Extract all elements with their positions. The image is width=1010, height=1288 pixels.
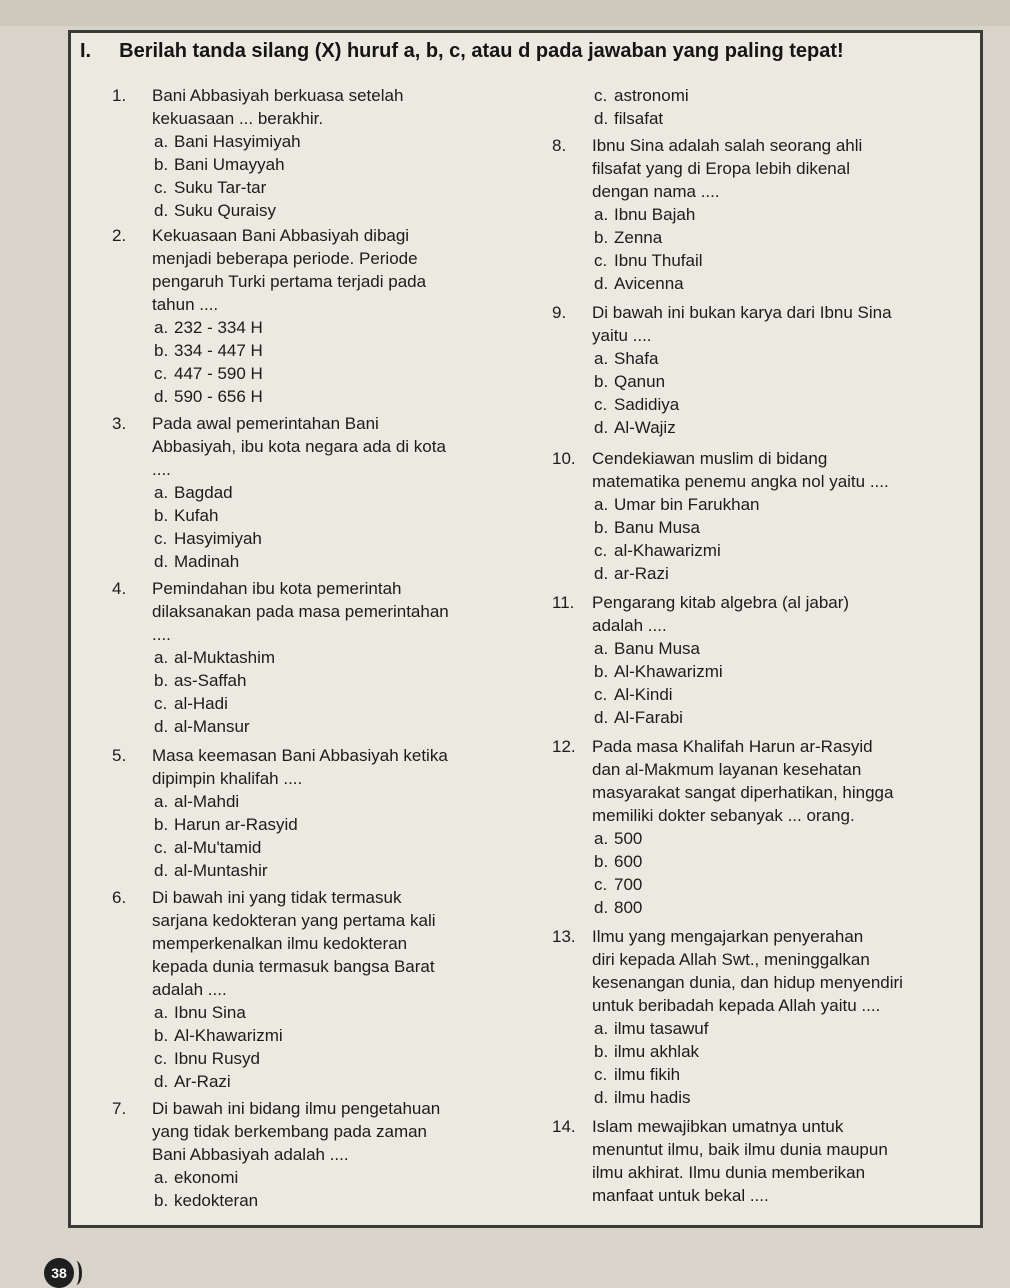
question-line: menjadi beberapa periode. Periode xyxy=(152,249,418,268)
option-letter: b. xyxy=(594,852,609,871)
answer-option[interactable] xyxy=(552,203,952,226)
option-text: ekonomi xyxy=(174,1168,239,1187)
option-text: Zenna xyxy=(614,228,663,247)
question-text xyxy=(112,577,517,646)
question-line: memiliki dokter sebanyak ... orang. xyxy=(592,806,855,825)
question-number: 10. xyxy=(552,449,576,468)
answer-option[interactable] xyxy=(112,790,517,813)
option-letter: a. xyxy=(154,132,169,151)
answer-option[interactable] xyxy=(112,692,517,715)
answer-option[interactable] xyxy=(112,339,517,362)
question-line: memperkenalkan ilmu kedokteran xyxy=(152,934,408,953)
option-letter: d. xyxy=(594,1088,609,1107)
option-text: 800 xyxy=(614,898,643,917)
question-number: 6. xyxy=(112,888,127,907)
answer-option[interactable] xyxy=(112,176,517,199)
option-text: Ibnu Sina xyxy=(174,1003,246,1022)
question-number: 2. xyxy=(112,226,127,245)
option-letter: c. xyxy=(154,838,168,857)
question-item xyxy=(112,84,517,222)
answer-option[interactable] xyxy=(552,516,952,539)
answer-option[interactable] xyxy=(112,859,517,882)
option-text: Suku Tar-tar xyxy=(174,178,267,197)
option-letter: a. xyxy=(154,483,169,502)
question-number: 1. xyxy=(112,86,127,105)
question-line: yaitu .... xyxy=(592,326,652,345)
option-text: 500 xyxy=(614,829,643,848)
answer-option[interactable] xyxy=(112,481,517,504)
question-line: dengan nama .... xyxy=(592,182,720,201)
answer-option[interactable] xyxy=(112,153,517,176)
option-letter: b. xyxy=(594,1042,609,1061)
option-letter: a. xyxy=(154,1168,169,1187)
option-letter: a. xyxy=(154,792,169,811)
answer-option[interactable] xyxy=(552,107,952,130)
answer-option[interactable] xyxy=(112,1166,517,1189)
answer-option[interactable] xyxy=(112,1047,517,1070)
option-text: Al-Khawarizmi xyxy=(174,1026,283,1045)
question-text xyxy=(552,925,952,1017)
question-number: 11. xyxy=(552,593,575,612)
option-letter: d. xyxy=(154,717,169,736)
option-letter: c. xyxy=(594,685,608,704)
section-instruction: Berilah tanda silang (X) huruf a, b, c, atau d pada jawaban yang paling tepat! xyxy=(119,40,844,62)
answer-option[interactable] xyxy=(552,393,952,416)
option-letter: b. xyxy=(594,518,609,537)
option-text: Al-Farabi xyxy=(614,708,683,727)
answer-option[interactable] xyxy=(112,715,517,738)
option-text: Ar-Razi xyxy=(174,1072,231,1091)
option-letter: a. xyxy=(154,648,169,667)
option-text: Hasyimiyah xyxy=(174,529,262,548)
question-item xyxy=(112,577,517,738)
option-text: al-Mahdi xyxy=(174,792,240,811)
question-line: untuk beribadah kepada Allah yaitu .... xyxy=(592,996,881,1015)
option-text: Ibnu Bajah xyxy=(614,205,696,224)
question-number: 13. xyxy=(552,927,576,946)
option-text: Al-Wajiz xyxy=(614,418,676,437)
option-letter: d. xyxy=(154,861,169,880)
answer-option[interactable] xyxy=(552,416,952,439)
question-line: matematika penemu angka nol yaitu .... xyxy=(592,472,889,491)
question-line: pengaruh Turki pertama terjadi pada xyxy=(152,272,427,291)
answer-option[interactable] xyxy=(112,550,517,573)
option-text: filsafat xyxy=(614,109,664,128)
option-text: Bani Umayyah xyxy=(174,155,285,174)
option-text: ilmu fikih xyxy=(614,1065,681,1084)
answer-option[interactable] xyxy=(552,660,952,683)
question-item xyxy=(552,447,952,585)
question-line: masyarakat sangat diperhatikan, hingga xyxy=(592,783,894,802)
option-text: 600 xyxy=(614,852,643,871)
option-text: Bani Hasyimiyah xyxy=(174,132,301,151)
question-item xyxy=(552,301,952,439)
option-text: al-Muktashim xyxy=(174,648,276,667)
question-line: yang tidak berkembang pada zaman xyxy=(152,1122,428,1141)
option-text: Sadidiya xyxy=(614,395,680,414)
question-text xyxy=(112,412,517,481)
header-strip xyxy=(0,0,1010,26)
question-text xyxy=(552,134,952,203)
option-letter: d. xyxy=(594,564,609,583)
answer-option[interactable] xyxy=(552,706,952,729)
answer-option[interactable] xyxy=(552,272,952,295)
continued-options xyxy=(552,84,952,130)
question-line: Ilmu yang mengajarkan penyerahan xyxy=(592,927,864,946)
question-line: ilmu akhirat. Ilmu dunia memberikan xyxy=(592,1163,866,1182)
option-letter: d. xyxy=(154,1072,169,1091)
question-number: 7. xyxy=(112,1099,127,1118)
question-item xyxy=(112,412,517,573)
option-text: 334 - 447 H xyxy=(174,341,263,360)
answer-option[interactable] xyxy=(112,362,517,385)
option-letter: a. xyxy=(154,1003,169,1022)
answer-option[interactable] xyxy=(112,1189,517,1212)
question-text xyxy=(552,735,952,827)
answer-option[interactable] xyxy=(552,1086,952,1109)
option-text: Al-Kindi xyxy=(614,685,673,704)
option-letter: c. xyxy=(154,529,168,548)
answer-option[interactable] xyxy=(552,347,952,370)
option-letter: c. xyxy=(594,251,608,270)
option-text: al-Khawarizmi xyxy=(614,541,721,560)
option-text: al-Mansur xyxy=(174,717,250,736)
answer-option[interactable] xyxy=(552,249,952,272)
answer-option[interactable] xyxy=(112,199,517,222)
question-line: kekuasaan ... berakhir. xyxy=(152,109,324,128)
question-item xyxy=(112,224,517,408)
option-letter: d. xyxy=(154,201,169,220)
option-letter: a. xyxy=(594,639,609,658)
question-line: kepada dunia termasuk bangsa Barat xyxy=(152,957,435,976)
question-item xyxy=(112,744,517,882)
option-text: Kufah xyxy=(174,506,219,525)
option-letter: b. xyxy=(154,506,169,525)
question-line: tahun .... xyxy=(152,295,219,314)
answer-option[interactable] xyxy=(552,226,952,249)
option-letter: c. xyxy=(594,541,608,560)
option-letter: a. xyxy=(594,495,609,514)
answer-option[interactable] xyxy=(552,896,952,919)
option-text: al-Muntashir xyxy=(174,861,268,880)
option-text: Umar bin Farukhan xyxy=(614,495,760,514)
option-text: Shafa xyxy=(614,349,659,368)
option-text: 590 - 656 H xyxy=(174,387,263,406)
question-item xyxy=(552,925,952,1109)
question-line: Di bawah ini bidang ilmu pengetahuan xyxy=(152,1099,441,1118)
answer-option[interactable] xyxy=(552,539,952,562)
option-text: ar-Razi xyxy=(614,564,669,583)
option-text: Harun ar-Rasyid xyxy=(174,815,298,834)
question-line: Pengarang kitab algebra (al jabar) xyxy=(592,593,850,612)
answer-option[interactable] xyxy=(112,1001,517,1024)
question-text xyxy=(112,886,517,1001)
question-line: .... xyxy=(152,625,171,644)
option-letter: d. xyxy=(594,708,609,727)
question-line: Pada awal pemerintahan Bani xyxy=(152,414,379,433)
answer-option[interactable] xyxy=(552,1017,952,1040)
option-letter: d. xyxy=(594,898,609,917)
option-letter: c. xyxy=(594,875,608,894)
question-item xyxy=(552,591,952,729)
option-letter: c. xyxy=(154,178,168,197)
option-letter: b. xyxy=(154,1191,169,1210)
option-letter: c. xyxy=(154,364,168,383)
option-letter: a. xyxy=(594,349,609,368)
answer-option[interactable] xyxy=(552,850,952,873)
question-line: Cendekiawan muslim di bidang xyxy=(592,449,828,468)
option-text: Ibnu Thufail xyxy=(614,251,703,270)
option-letter: b. xyxy=(594,662,609,681)
question-line: kesenangan dunia, dan hidup menyendiri xyxy=(592,973,903,992)
option-letter: a. xyxy=(594,829,609,848)
question-line: .... xyxy=(152,460,171,479)
option-letter: a. xyxy=(594,205,609,224)
option-letter: a. xyxy=(594,1019,609,1038)
option-letter: d. xyxy=(154,552,169,571)
option-text: as-Saffah xyxy=(174,671,247,690)
option-text: 700 xyxy=(614,875,643,894)
question-line: sarjana kedokteran yang pertama kali xyxy=(152,911,436,930)
answer-option[interactable] xyxy=(112,316,517,339)
question-line: Pada masa Khalifah Harun ar-Rasyid xyxy=(592,737,873,756)
option-letter: c. xyxy=(594,86,608,105)
question-line: filsafat yang di Eropa lebih dikenal xyxy=(592,159,850,178)
answer-option[interactable] xyxy=(552,827,952,850)
option-letter: d. xyxy=(154,387,169,406)
option-letter: b. xyxy=(594,228,609,247)
question-line: Di bawah ini bukan karya dari Ibnu Sina xyxy=(592,303,892,322)
option-text: Bagdad xyxy=(174,483,233,502)
option-letter: b. xyxy=(154,671,169,690)
option-text: Avicenna xyxy=(614,274,684,293)
option-text: 447 - 590 H xyxy=(174,364,263,383)
question-line: dan al-Makmum layanan kesehatan xyxy=(592,760,862,779)
answer-option[interactable] xyxy=(552,637,952,660)
option-text: Madinah xyxy=(174,552,240,571)
question-text xyxy=(552,301,952,347)
answer-option[interactable] xyxy=(552,562,952,585)
option-letter: d. xyxy=(594,109,609,128)
option-letter: d. xyxy=(594,274,609,293)
answer-option[interactable] xyxy=(112,669,517,692)
answer-option[interactable] xyxy=(112,504,517,527)
right-column xyxy=(552,84,952,1209)
question-text xyxy=(112,224,517,316)
answer-option[interactable] xyxy=(112,130,517,153)
option-letter: c. xyxy=(594,395,608,414)
option-text: Qanun xyxy=(614,372,666,391)
question-line: Pemindahan ibu kota pemerintah xyxy=(152,579,402,598)
option-text: kedokteran xyxy=(174,1191,259,1210)
option-letter: c. xyxy=(154,694,168,713)
left-column xyxy=(112,84,517,1214)
option-letter: b. xyxy=(154,815,169,834)
answer-option[interactable] xyxy=(552,1063,952,1086)
answer-option[interactable] xyxy=(552,873,952,896)
question-text xyxy=(112,744,517,790)
question-text xyxy=(552,591,952,637)
question-text xyxy=(552,1115,952,1207)
option-text: Suku Quraisy xyxy=(174,201,277,220)
question-item xyxy=(552,134,952,295)
question-line: Ibnu Sina adalah salah seorang ahli xyxy=(592,136,863,155)
answer-option[interactable] xyxy=(112,1024,517,1047)
answer-option[interactable] xyxy=(112,1070,517,1093)
option-text: Banu Musa xyxy=(614,518,700,537)
answer-option[interactable] xyxy=(112,813,517,836)
page-number-badge: 38 xyxy=(44,1258,74,1288)
question-number: 9. xyxy=(552,303,567,322)
option-text: ilmu hadis xyxy=(614,1088,691,1107)
question-text xyxy=(112,84,517,130)
question-line: adalah .... xyxy=(592,616,667,635)
answer-option[interactable] xyxy=(112,385,517,408)
option-letter: b. xyxy=(154,1026,169,1045)
answer-option[interactable] xyxy=(552,370,952,393)
question-line: menuntut ilmu, baik ilmu dunia maupun xyxy=(592,1140,888,1159)
option-text: al-Hadi xyxy=(174,694,228,713)
question-line: manfaat untuk bekal .... xyxy=(592,1186,769,1205)
answer-option[interactable] xyxy=(552,1040,952,1063)
option-text: ilmu tasawuf xyxy=(614,1019,709,1038)
answer-option[interactable] xyxy=(552,493,952,516)
option-letter: c. xyxy=(594,1065,608,1084)
question-line: dipimpin khalifah .... xyxy=(152,769,303,788)
question-number: 5. xyxy=(112,746,127,765)
question-item xyxy=(552,735,952,919)
question-item xyxy=(552,1115,952,1207)
question-text xyxy=(112,1097,517,1166)
question-line: Abbasiyah, ibu kota negara ada di kota xyxy=(152,437,446,456)
answer-option[interactable] xyxy=(112,836,517,859)
answer-option[interactable] xyxy=(552,683,952,706)
option-text: astronomi xyxy=(614,86,689,105)
option-letter: a. xyxy=(154,318,169,337)
question-item xyxy=(112,1097,517,1212)
section-number: I. xyxy=(80,40,92,62)
section-heading xyxy=(80,40,844,63)
question-item xyxy=(112,886,517,1093)
option-text: al-Mu'tamid xyxy=(174,838,262,857)
answer-option[interactable] xyxy=(112,527,517,550)
question-text xyxy=(552,447,952,493)
question-line: diri kepada Allah Swt., meninggalkan xyxy=(592,950,870,969)
question-number: 14. xyxy=(552,1117,576,1136)
option-letter: b. xyxy=(154,155,169,174)
question-line: Islam mewajibkan umatnya untuk xyxy=(592,1117,844,1136)
question-number: 12. xyxy=(552,737,576,756)
question-number: 4. xyxy=(112,579,127,598)
option-text: Banu Musa xyxy=(614,639,700,658)
option-text: 232 - 334 H xyxy=(174,318,263,337)
question-line: Bani Abbasiyah adalah .... xyxy=(152,1145,349,1164)
answer-option[interactable] xyxy=(552,84,952,107)
question-number: 3. xyxy=(112,414,127,433)
option-letter: b. xyxy=(154,341,169,360)
question-number: 8. xyxy=(552,136,567,155)
question-line: Kekuasaan Bani Abbasiyah dibagi xyxy=(152,226,410,245)
option-text: ilmu akhlak xyxy=(614,1042,700,1061)
option-text: Al-Khawarizmi xyxy=(614,662,723,681)
option-letter: d. xyxy=(594,418,609,437)
question-line: adalah .... xyxy=(152,980,227,999)
question-line: Di bawah ini yang tidak termasuk xyxy=(152,888,402,907)
option-text: Ibnu Rusyd xyxy=(174,1049,260,1068)
option-letter: b. xyxy=(594,372,609,391)
question-line: Masa keemasan Bani Abbasiyah ketika xyxy=(152,746,448,765)
option-letter: c. xyxy=(154,1049,168,1068)
question-line: dilaksanakan pada masa pemerintahan xyxy=(152,602,449,621)
answer-option[interactable] xyxy=(112,646,517,669)
question-line: Bani Abbasiyah berkuasa setelah xyxy=(152,86,404,105)
